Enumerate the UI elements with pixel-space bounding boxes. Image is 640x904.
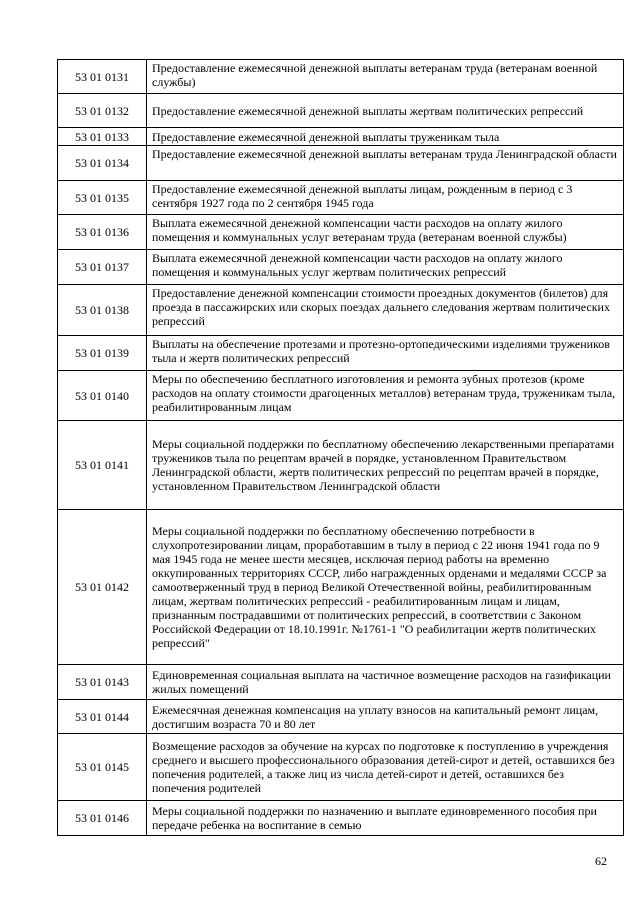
row-code: 53 01 0142 (58, 510, 147, 665)
table-row (58, 421, 624, 510)
row-description: Выплата ежемесячной денежной компенсации части расходов на оплату жилого помещения и коммунальных услуг ветеранам труда (ветеранам военной службы) (147, 215, 624, 250)
table-row (58, 336, 624, 371)
row-description: Предоставление ежемесячной денежной выплаты лицам, рожденным в период с 3 сентября 1927 года по 2 сентября 1945 года (147, 181, 624, 215)
row-code: 53 01 0138 (58, 285, 147, 336)
table-row (58, 734, 624, 801)
row-code: 53 01 0143 (58, 665, 147, 700)
row-description: Единовременная социальная выплата на частичное возмещение расходов на газификации жилых помещений (147, 665, 624, 700)
row-code: 53 01 0136 (58, 215, 147, 250)
row-description: Меры по обеспечению бесплатного изготовления и ремонта зубных протезов (кроме расходов на оплату стоимости драгоценных металлов) ветеранам труда, труженикам тыла, реабилитированным лицам (147, 371, 624, 421)
row-code: 53 01 0141 (58, 421, 147, 510)
row-description: Предоставление ежемесячной денежной выплаты труженикам тыла (147, 128, 624, 146)
row-description: Предоставление ежемесячной денежной выплаты ветеранам труда (ветеранам военной службы) (147, 60, 624, 94)
row-description: Меры социальной поддержки по назначению и выплате единовременного пособия при передаче ребенка на воспитание в семью (147, 801, 624, 836)
row-description: Предоставление ежемесячной денежной выплаты жертвам политических репрессий (147, 94, 624, 128)
row-code: 53 01 0135 (58, 181, 147, 215)
table-row (58, 215, 624, 250)
table-row (58, 510, 624, 665)
row-code: 53 01 0146 (58, 801, 147, 836)
table-row (58, 665, 624, 700)
table-row (58, 285, 624, 336)
row-code: 53 01 0137 (58, 250, 147, 285)
budget-codes-table (57, 59, 624, 836)
row-description: Выплата ежемесячной денежной компенсации части расходов на оплату жилого помещения и коммунальных услуг жертвам политических репрессий (147, 250, 624, 285)
row-code: 53 01 0134 (58, 146, 147, 181)
table-row (58, 94, 624, 128)
row-description: Ежемесячная денежная компенсация на уплату взносов на капитальный ремонт лицам, достигшим возраста 70 и 80 лет (147, 700, 624, 734)
row-description: Меры социальной поддержки по бесплатному обеспечению потребности в слухопротезировании лицам, проработавшим в тылу в период с 22 июня 1941 года по 9 мая 1945 года не менее шести месяцев, исключая период работы на временно оккупированных территориях СССР, либо награжденных орденами и медалями СССР за самоотверженный труд в период Великой Отечественной войны, реабилитированным лицам, жертвам политических репрессий - реабилитированным лицам и лицам, признанным пострадавшими от политических репрессий, в соответствии с Законом Российской Федерации от 18.10.1991г. №1761-1 "О реабилитации жертв политических репрессий" (147, 510, 624, 665)
row-code: 53 01 0139 (58, 336, 147, 371)
row-code: 53 01 0145 (58, 734, 147, 801)
row-description: Предоставление денежной компенсации стоимости проездных документов (билетов) для проезда в пассажирских или скорых поездах дальнего следования жертвам политических репрессий (147, 285, 624, 336)
page-number: 62 (595, 854, 607, 868)
table-row (58, 371, 624, 421)
row-code: 53 01 0132 (58, 94, 147, 128)
row-code: 53 01 0144 (58, 700, 147, 734)
table-row (58, 700, 624, 734)
row-description: Предоставление ежемесячной денежной выплаты ветеранам труда Ленинградской области (147, 146, 624, 181)
row-description: Выплаты на обеспечение протезами и протезно-ортопедическими изделиями тружеников тыла и жертв политических репрессий (147, 336, 624, 371)
table-row (58, 60, 624, 94)
table-row (58, 146, 624, 181)
row-description: Возмещение расходов за обучение на курсах по подготовке к поступлению в учреждения среднего и высшего профессионального образования детей-сирот и детей, оставшихся без попечения родителей, а также лиц из числа детей-сирот и детей, оставшихся без попечения родителей (147, 734, 624, 801)
table-row (58, 250, 624, 285)
row-code: 53 01 0140 (58, 371, 147, 421)
table-row (58, 181, 624, 215)
table-row (58, 801, 624, 836)
row-code: 53 01 0133 (58, 128, 147, 146)
row-code: 53 01 0131 (58, 60, 147, 94)
row-description: Меры социальной поддержки по бесплатному обеспечению лекарственными препаратами тружеников тыла по рецептам врачей в порядке, установленном Правительством Ленинградской области, жертв политических репрессий по рецептам врачей в порядке, установленном Правительством Ленинградской области (147, 421, 624, 510)
table-row (58, 128, 624, 146)
